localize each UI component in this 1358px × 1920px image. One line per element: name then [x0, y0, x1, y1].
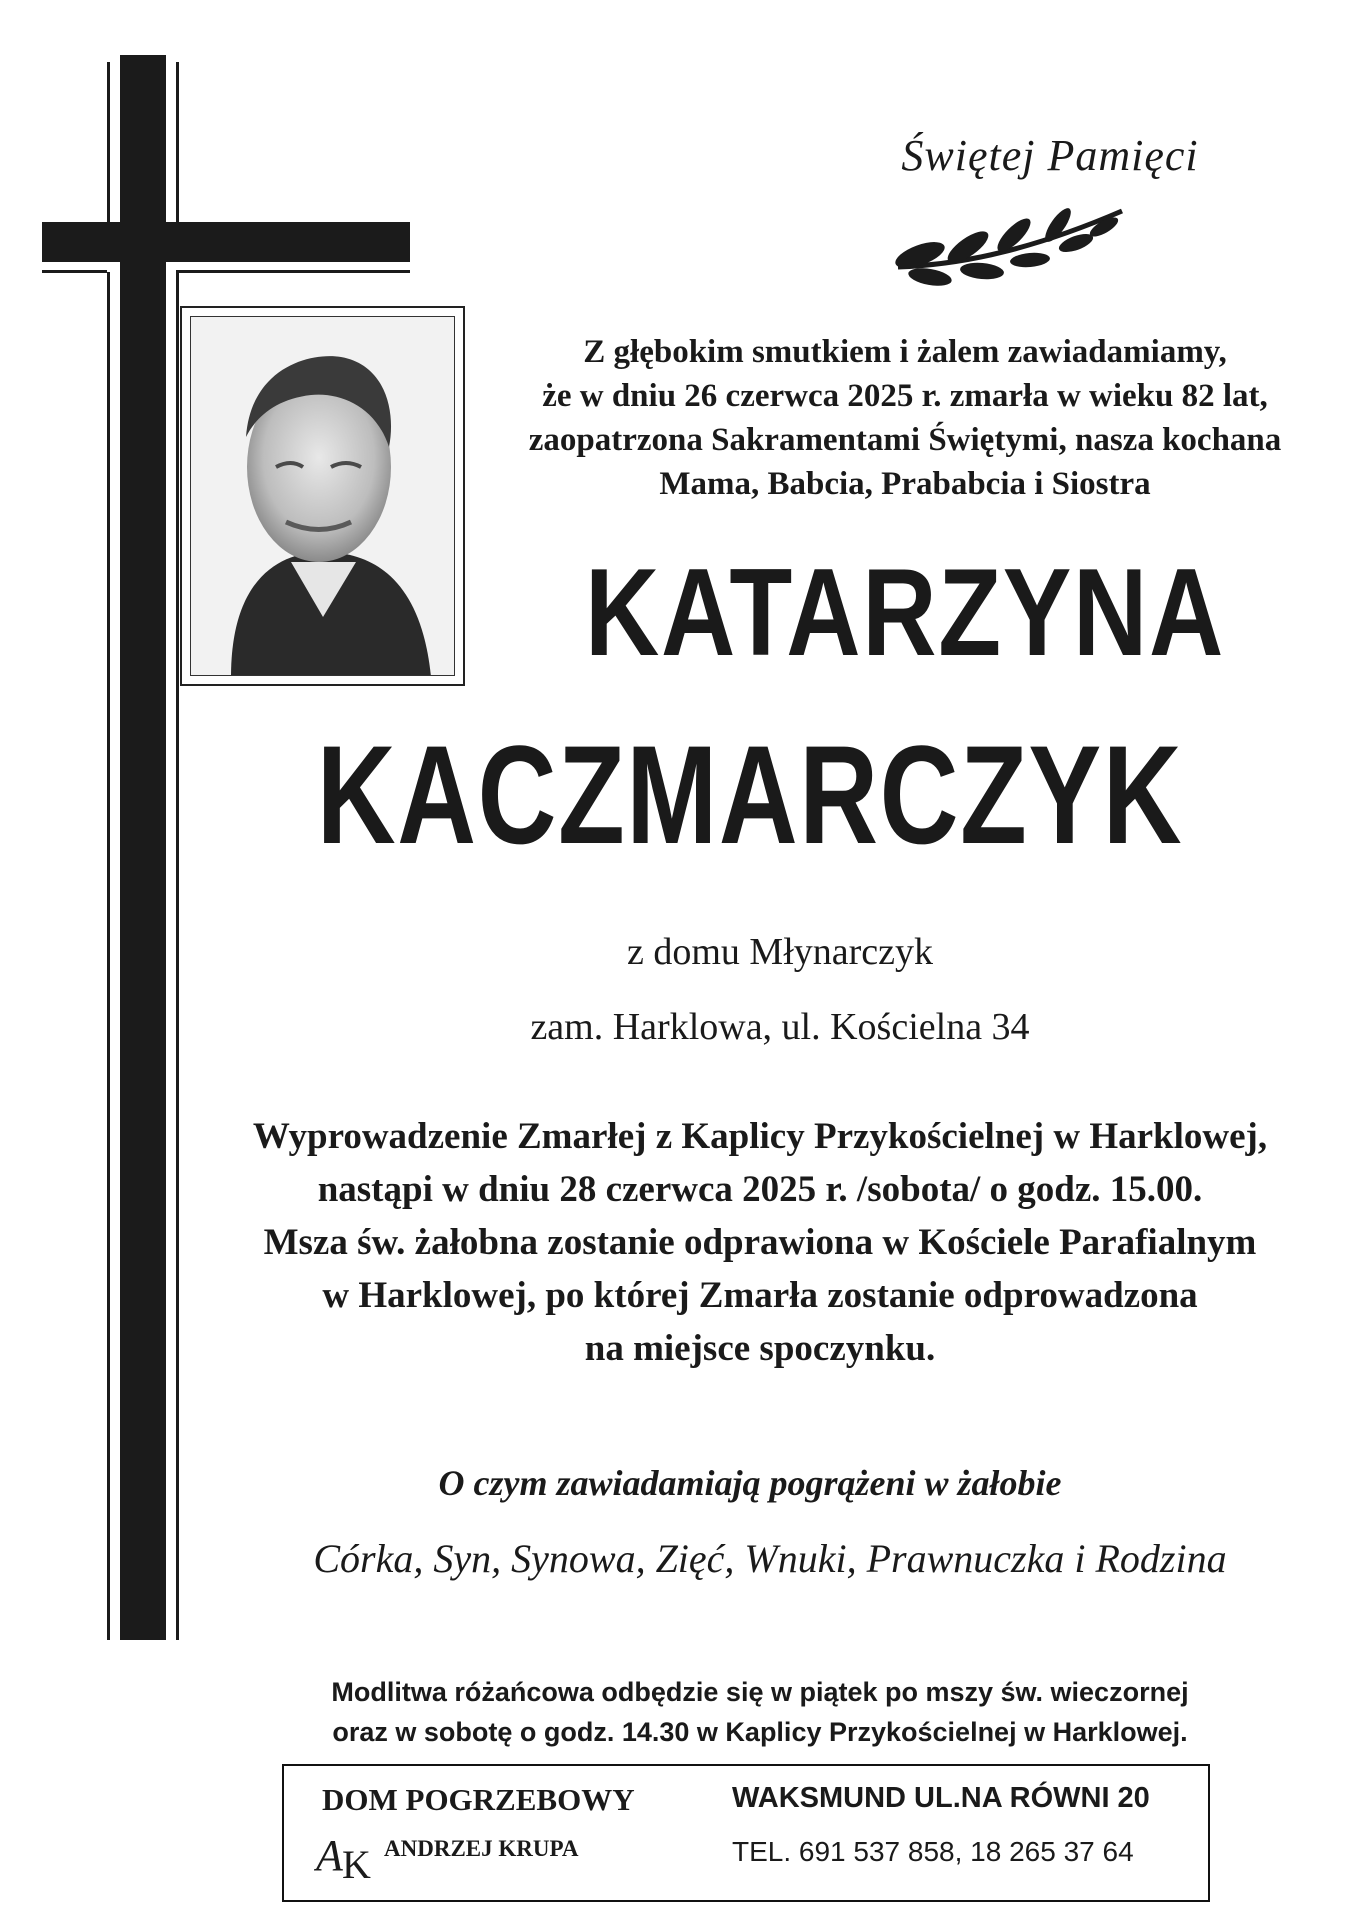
cross-outline-line	[176, 272, 179, 1640]
cross-outline-line	[107, 272, 110, 1640]
intro-line: Z głębokim smutkiem i żalem zawiadamiamy,	[583, 334, 1227, 370]
cross-outline-line	[176, 270, 410, 273]
leaf-branch-icon	[890, 205, 1130, 295]
cross-outline-line	[42, 270, 107, 273]
intro-line: że w dniu 26 czerwca 2025 r. zmarła w wieku 82 lat,	[542, 378, 1268, 414]
portrait-photo-frame	[180, 306, 465, 686]
svg-text:K: K	[342, 1842, 371, 1882]
intro-line: zaopatrzona Sakramentami Świętymi, nasza kochana	[528, 422, 1282, 458]
cross-vertical-beam	[120, 55, 166, 1640]
funeral-home-box	[282, 1764, 1210, 1902]
deceased-first-name: KATARZYNA	[584, 544, 1226, 682]
cross-outline-line	[107, 62, 110, 222]
residence-address: zam. Harklowa, ul. Kościelna 34	[530, 1006, 1030, 1048]
funeral-line: na miejsce spoczynku.	[584, 1328, 936, 1369]
maiden-name: z domu Młynarczyk	[626, 931, 934, 973]
rosary-info	[200, 1672, 1320, 1752]
funeral-home-address: WAKSMUND UL.NA RÓWNI 20	[732, 1782, 1150, 1814]
funeral-line: nastąpi w dniu 28 czerwca 2025 r. /sobota/ o godz. 15.00.	[317, 1169, 1203, 1210]
mourners-intro: O czym zawiadamiają pogrążeni w żałobie	[438, 1463, 1062, 1503]
funeral-line: Msza św. żałobna zostanie odprawiona w Kościele Parafialnym	[263, 1222, 1257, 1263]
rosary-line: Modlitwa różańcowa odbędzie się w piątek po mszy św. wieczornej	[331, 1677, 1189, 1707]
funeral-details	[190, 1110, 1330, 1375]
svg-text:A: A	[316, 1831, 343, 1880]
mourners-list: Córka, Syn, Synowa, Zięć, Wnuki, Prawnuczka i Rodzina	[313, 1536, 1227, 1581]
funeral-line: Wyprowadzenie Zmarłej z Kaplicy Przykościelnej w Harklowej,	[252, 1116, 1268, 1157]
announcement-intro	[480, 330, 1330, 506]
deceased-last-name: KACZMARCZYK	[316, 716, 1184, 873]
funeral-line: w Harklowej, po której Zmarła zostanie odprowadzona	[322, 1275, 1198, 1316]
intro-line: Mama, Babcia, Prababcia i Siostra	[659, 466, 1151, 502]
funeral-home-logo	[314, 1822, 384, 1882]
portrait-photo	[190, 316, 455, 676]
funeral-home-name: DOM POGRZEBOWY	[322, 1782, 635, 1817]
funeral-home-owner: ANDRZEJ KRUPA	[384, 1836, 579, 1861]
rosary-line: oraz w sobotę o godz. 14.30 w Kaplicy Przykościelnej w Harklowej.	[332, 1717, 1188, 1747]
funeral-home-phone: TEL. 691 537 858, 18 265 37 64	[732, 1836, 1134, 1867]
cross-horizontal-beam	[42, 222, 410, 262]
header-title: Świętej Pamięci	[901, 131, 1199, 180]
cross-outline-line	[176, 62, 179, 222]
